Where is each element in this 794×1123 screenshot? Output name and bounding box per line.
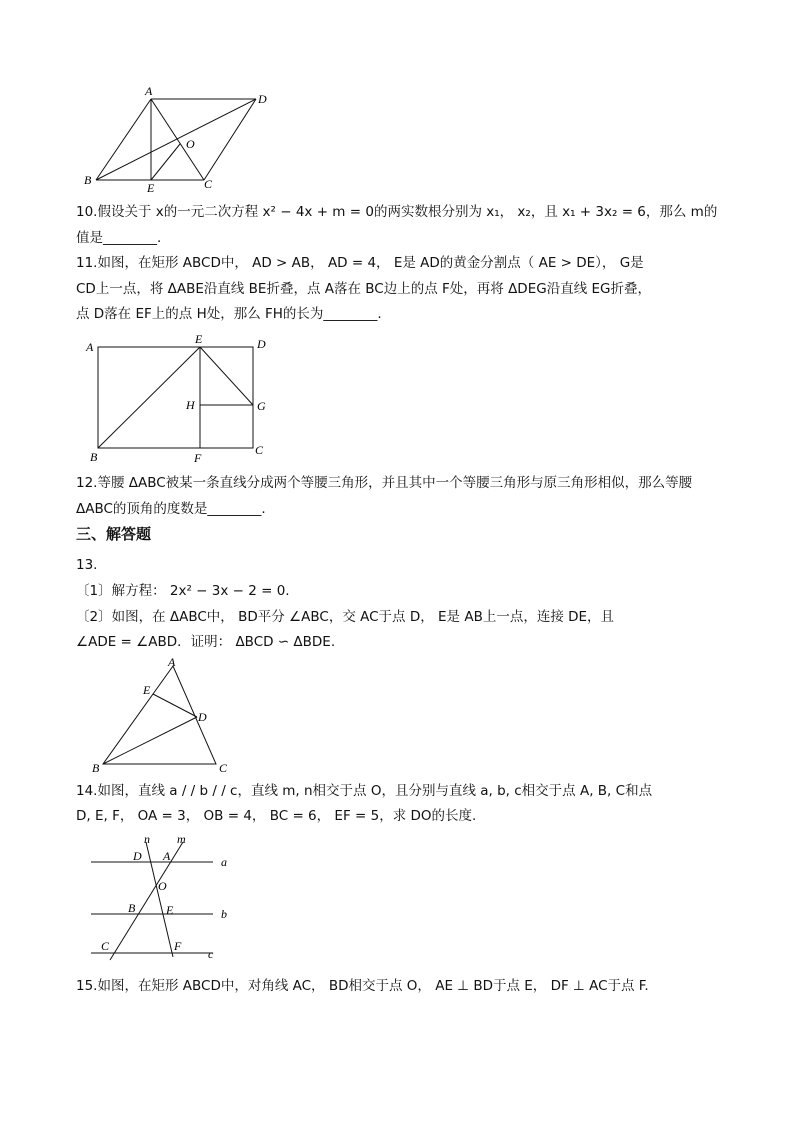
label-C: C [255, 443, 264, 457]
label-G: G [257, 399, 266, 413]
label-B: B [90, 450, 98, 464]
label-F: F [194, 451, 202, 465]
label-c: c [208, 947, 214, 961]
q13-part2-line1: 〔2〕如图，在 ΔABC中， BD平分 ∠ABC，交 AC于点 D， E是 AB上一点，连接 DE，且 [76, 609, 615, 625]
label-A: A [145, 84, 153, 98]
triangle-figure [88, 654, 238, 776]
q13-part2-line2: ∠ADE = ∠ABD．证明： ΔBCD ∽ ΔBDE. [76, 634, 336, 650]
q11-line1: 11.如图，在矩形 ABCD中， AD > AB， AD = 4， E是 AD的黄金分割点（ AE > DE）， G是 [76, 255, 644, 271]
label-C: C [101, 939, 110, 953]
label-D: D [257, 337, 266, 351]
q12-line2: ΔABC的顶角的度数是________. [76, 501, 266, 517]
label-n: n [144, 832, 150, 846]
label-B: B [128, 901, 136, 915]
label-F: F [174, 939, 182, 953]
q14-line2: D, E, F， OA = 3， OB = 4， BC = 6， EF = 5，求 DO的长度. [76, 808, 477, 824]
parallel-lines-figure [88, 832, 248, 967]
label-O: O [158, 879, 167, 893]
q10-line1: 10.假设关于 x的一元二次方程 x² − 4x + m = 0的两实数根分别为 x₁， x₂，且 x₁ + 3x₂ = 6，那么 m的 [76, 204, 718, 220]
label-B: B [84, 173, 92, 187]
label-E: E [166, 903, 174, 917]
label-m: m [177, 832, 186, 846]
rectangle-figure [80, 332, 280, 467]
q12-line1: 12.等腰 ΔABC被某一条直线分成两个等腰三角形，并且其中一个等腰三角形与原三角形相似，那么等腰 [76, 475, 693, 491]
label-A: A [168, 655, 176, 669]
q14-line1: 14.如图，直线 a / / b / / c，直线 m, n相交于点 O，且分别与直线 a, b, c相交于点 A, B, C和点 [76, 783, 653, 799]
label-A: A [163, 849, 171, 863]
label-O: O [186, 137, 195, 151]
label-b: b [221, 907, 227, 921]
label-C: C [219, 761, 228, 775]
q13-part1: 〔1〕解方程： 2x² − 3x − 2 = 0. [76, 583, 290, 599]
label-D: D [133, 849, 142, 863]
section-heading: 三、解答题 [76, 525, 152, 543]
label-B: B [92, 761, 100, 775]
label-D: D [258, 92, 267, 106]
label-E: E [143, 683, 151, 697]
label-H: H [186, 398, 195, 412]
label-D: D [198, 710, 207, 724]
q15-line1: 15.如图，在矩形 ABCD中，对角线 AC， BD相交于点 O， AE ⊥ BD于点 E， DF ⊥ AC于点 F. [76, 978, 649, 994]
q10-line2: 值是________. [76, 230, 162, 246]
label-E: E [195, 332, 203, 346]
q13-number: 13. [76, 557, 98, 573]
parallelogram-figure [76, 80, 286, 195]
label-C: C [204, 177, 213, 191]
label-E: E [147, 181, 155, 195]
q11-line3: 点 D落在 EF上的点 H处，那么 FH的长为________. [76, 306, 382, 322]
label-a: a [221, 855, 227, 869]
label-A: A [86, 340, 94, 354]
q11-line2: CD上一点，将 ΔABE沿直线 BE折叠，点 A落在 BC边上的点 F处，再将 ΔDEG沿直线 EG折叠， [76, 281, 651, 297]
